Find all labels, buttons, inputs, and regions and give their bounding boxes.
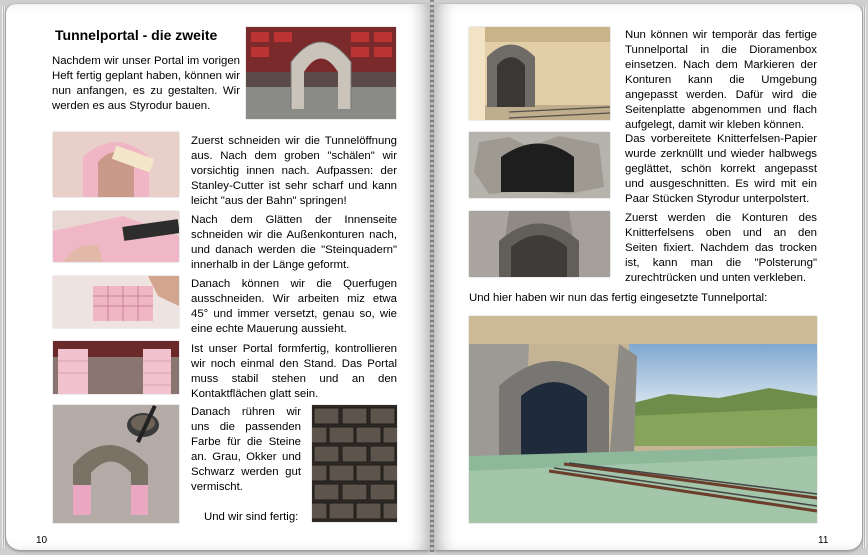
page-number-left: 10	[36, 535, 48, 546]
step4-text: Ist unser Portal formfertig, kontrollieren wir noch einmal den Stand. Das Portal muss stabil stehen und an den Kontaktflächen glatt sein.	[191, 343, 397, 400]
step6-text: Nun können wir temporär das fertige Tunnelportal in die Dioramenbox einsetzen. Nach dem Markieren der Konturen kann die Umgebung angepasst werden. Dafür wird die Seitenplatte abgenommen und flach aufgelegt, damit wir kleben können.	[625, 29, 817, 131]
photo-painting	[53, 405, 179, 523]
final-caption: Und hier haben wir nun das fertig eingesetzte Tunnelportal:	[469, 292, 768, 304]
page-title: Tunnelportal - die zweite	[55, 27, 218, 43]
page-edge-right	[862, 6, 866, 548]
photo-cross-joints	[53, 276, 179, 328]
step5-text: Danach rühren wir uns die passenden Farbe für die Steine an. Grau, Okker und Schwarz werden gut vermischt.	[191, 406, 301, 493]
step1-text: Zuerst schneiden wir die Tunnelöffnung aus. Nach dem groben "schälen" wir vorsichtig innen nach. Aufpassen: der Stanley-Cutter ist sehr scharf und kann leicht "aus der Bahn" springen!	[191, 135, 397, 207]
done-text: Und wir sind fertig:	[204, 511, 299, 523]
photo-outer-contour	[53, 211, 179, 262]
photo-portal-in-box	[469, 27, 610, 120]
photo-portal-stand	[53, 341, 179, 394]
photo-finished-stones	[312, 405, 397, 522]
page-gutter	[430, 0, 434, 555]
step8-text: Zuerst werden die Konturen des Knitterfelsens oben und an den Seiten fixiert. Nachdem das trocken ist, kann man die "Polsterung" zurechtrücken und unten verkleben.	[625, 212, 817, 284]
photo-portal-workshop	[246, 27, 396, 119]
page-number-right: 11	[818, 535, 829, 546]
step2-text: Nach dem Glätten der Innenseite schneiden wir die Außenkonturen nach, und danach werden die "Steinquadern" innerhalb in der Länge geformt.	[191, 214, 397, 271]
photo-final-diorama	[469, 316, 817, 523]
photo-contours-fixed	[469, 211, 610, 277]
step3-text: Danach können wir die Querfugen ausschneiden. Wir arbeiten miz etwa 45° und immer versetzt, genau so, wie eine echte Mauerung aussieht.	[191, 278, 397, 335]
photo-cutting-opening	[53, 132, 179, 197]
step7-text: Das vorbereitete Knitterfelsen-Papier wurde zerknüllt und wieder halbwegs geglättet, schön korrekt angepasst und ausgeschnitten. Es wird mit ein Paar Stücken Styrodur unterpolstert.	[625, 133, 817, 205]
intro-text: Nachdem wir unser Portal im vorigen Heft fertig geplant haben, können wir nun anfangen, es zu gestalten. Wir werden es aus Styrodur bauen.	[52, 55, 240, 112]
photo-knitterfelsen	[469, 132, 610, 198]
